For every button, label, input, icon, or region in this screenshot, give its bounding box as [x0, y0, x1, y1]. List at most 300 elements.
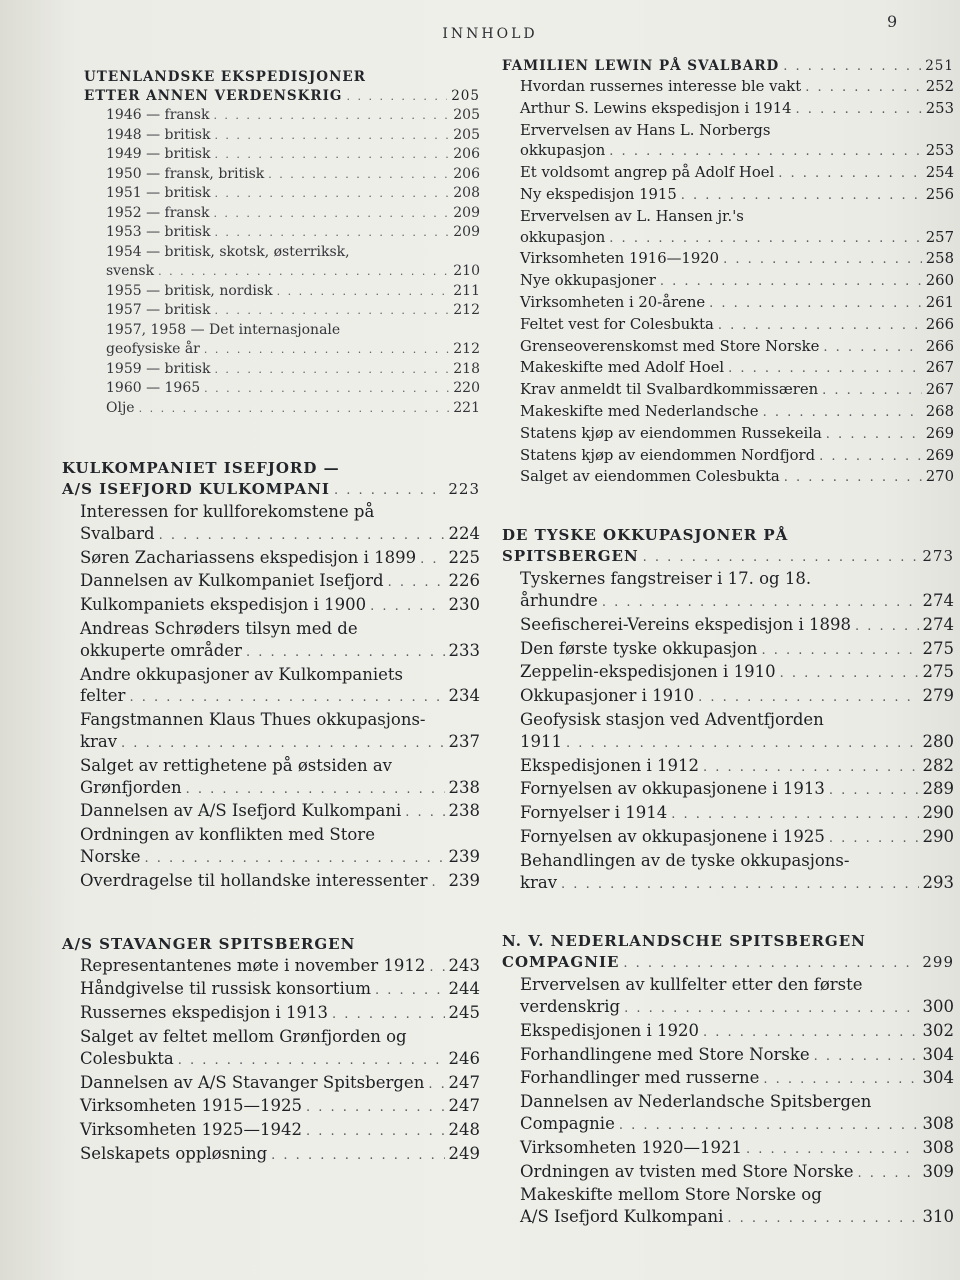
dot-leader [796, 100, 922, 121]
toc-entry [502, 974, 954, 1020]
entry-title: 1955 — britisk, nordisk [106, 282, 273, 299]
dot-leader [746, 1139, 919, 1161]
entry-page-number: 221 [453, 399, 480, 416]
entry-title: Seefischerei-Vereins ekspedisjon i 1898 [520, 614, 851, 634]
entry-line [80, 1048, 480, 1072]
entry-page-number: 238 [448, 801, 480, 821]
toc-entry [62, 106, 480, 126]
entry-line [520, 293, 954, 315]
section-title: COMPAGNIE [502, 953, 620, 972]
dot-leader [158, 262, 449, 282]
entry-page-number: 226 [448, 571, 480, 591]
entry-line [520, 228, 954, 250]
entry-line [520, 590, 954, 614]
section-title: A/S ISEFJORD KULKOMPANI [62, 480, 330, 498]
entry-line [106, 379, 480, 399]
entry-page-number: 245 [448, 1003, 480, 1023]
toc-section [502, 56, 954, 489]
entry-page-number: 220 [453, 380, 480, 396]
entry-page-number: 290 [922, 826, 954, 846]
entry-title: Selskapets oppløsning [80, 1143, 268, 1163]
section-heading-line [62, 479, 480, 501]
entry-line [520, 731, 954, 755]
toc-entry [502, 568, 954, 614]
dot-leader [783, 56, 921, 77]
entry-page-number: 208 [453, 185, 480, 201]
section-gap [502, 489, 954, 525]
entry-title: Makeskifte med Adolf Hoel [520, 359, 725, 377]
entry-line [520, 1113, 954, 1137]
entry-page-number: 252 [925, 78, 954, 95]
entry-title: Norske [80, 846, 141, 866]
entry-title: 1951 — britisk [106, 185, 211, 201]
entry-line [80, 547, 480, 571]
entry-title: 1952 — fransk [106, 204, 210, 221]
entry-title: Arthur S. Lewins ekspedisjon i 1914 [520, 99, 792, 117]
entry-line [520, 99, 954, 121]
section-gap [502, 895, 954, 931]
entry-page-number: 267 [925, 359, 954, 377]
section-heading [502, 931, 954, 974]
dot-leader [780, 663, 919, 685]
entry-page-number: 239 [448, 870, 480, 890]
dot-leader [214, 360, 449, 380]
toc-entry [502, 358, 954, 380]
dot-leader [566, 733, 919, 755]
dot-leader [858, 1163, 919, 1185]
dot-leader [214, 126, 449, 146]
entry-title: Zeppelin-ekspedisjonen i 1910 [520, 662, 776, 682]
entry-title: Russernes ekspedisjon i 1913 [80, 1003, 329, 1023]
entry-title: Ekspedisjonen i 1920 [520, 1020, 699, 1040]
dot-leader [561, 874, 918, 896]
entry-page-number: 308 [922, 1114, 954, 1134]
dot-leader [829, 780, 919, 802]
section-heading-line [62, 934, 480, 955]
entry-page-number: 210 [453, 263, 480, 279]
entry-title: Grenseoverenskomst med Store Norske [520, 337, 820, 355]
toc-entry [62, 800, 480, 824]
toc-entry [502, 638, 954, 662]
toc-entry [502, 850, 954, 896]
toc-entry [502, 402, 954, 424]
entry-line [520, 249, 954, 271]
entry-line [80, 978, 480, 1002]
dot-leader [246, 642, 445, 664]
dot-leader [723, 250, 922, 271]
dot-leader [178, 1050, 445, 1072]
entry-line [80, 685, 480, 709]
section-title: DE TYSKE OKKUPASJONER PÅ [502, 526, 789, 545]
entry-title: Behandlingen av de tyske okkupasjons- [520, 850, 850, 870]
toc-entry [502, 185, 954, 207]
dot-leader [623, 953, 918, 974]
entry-title: Kulkompaniets ekspedisjon i 1900 [80, 595, 367, 615]
entry-page-number: 269 [925, 424, 954, 442]
entry-page-number: 237 [448, 731, 480, 751]
toc-entry [502, 826, 954, 850]
dot-leader [214, 223, 449, 243]
entry-title: Interessen for kullforekomstene på [80, 502, 375, 521]
toc-entry [62, 501, 480, 547]
entry-title: Makeskifte mellom Store Norske og [520, 1185, 822, 1205]
entry-title: geofysiske år [106, 341, 200, 357]
dot-leader [213, 204, 449, 224]
entry-title: 1911 [520, 731, 562, 751]
toc-entry [502, 337, 954, 359]
entry-line [520, 424, 954, 446]
toc-entry [62, 978, 480, 1002]
dot-leader [204, 340, 449, 360]
entry-line [80, 777, 480, 801]
entry-line [520, 802, 954, 826]
entry-title: Et voldsomt angrep på Adolf Hoel [520, 164, 775, 182]
entry-line [520, 402, 954, 424]
toc-right-column [502, 56, 954, 1230]
toc-entry [62, 1026, 480, 1072]
entry-line [80, 955, 480, 979]
dot-leader [214, 301, 449, 321]
entry-page-number: 253 [925, 99, 954, 117]
toc-entry [502, 685, 954, 709]
toc-entry [502, 778, 954, 802]
entry-line [80, 1119, 480, 1143]
dot-leader [703, 757, 919, 779]
entry-page-number: 211 [453, 282, 480, 299]
entry-title: Virksomheten 1925—1942 [80, 1120, 302, 1140]
dot-leader [855, 616, 919, 638]
toc-entry [62, 165, 480, 185]
entry-line [520, 755, 954, 779]
entry-page-number: 293 [922, 872, 954, 892]
dot-leader [805, 78, 922, 99]
entry-title: Søren Zachariassens ekspedisjon i 1899 [80, 547, 417, 567]
section-title: SPITSBERGEN [502, 547, 639, 566]
dot-leader [334, 480, 444, 501]
entry-page-number: 230 [448, 595, 480, 615]
entry-line [80, 1143, 480, 1167]
toc-entry [502, 121, 954, 164]
dot-leader [709, 294, 922, 315]
entry-line [80, 1072, 480, 1096]
dot-leader [405, 802, 444, 824]
toc-entry [62, 547, 480, 571]
entry-page-number: 247 [448, 1096, 480, 1116]
dot-leader [428, 1074, 444, 1096]
entry-title: Statens kjøp av eiendommen Russekeila [520, 424, 822, 442]
toc-entry [502, 1044, 954, 1068]
entry-title: Salget av eiendommen Colesbukta [520, 468, 780, 486]
entry-title: verdenskrig [520, 997, 621, 1017]
toc-entry [502, 271, 954, 293]
entry-line [80, 846, 480, 870]
entry-title: 1953 — britisk [106, 224, 211, 240]
toc-entry [62, 1143, 480, 1167]
entry-page-number: 261 [925, 293, 954, 311]
dot-leader [660, 272, 922, 293]
entry-line [80, 1002, 480, 1026]
toc-entry [502, 614, 954, 638]
entry-line [106, 223, 480, 243]
toc-entry [62, 379, 480, 399]
toc-entry [62, 1072, 480, 1096]
entry-title: Okkupasjoner i 1910 [520, 686, 695, 706]
toc-entry [62, 243, 480, 282]
dot-leader [763, 403, 922, 424]
entry-page-number: 209 [453, 204, 480, 221]
entry-page-number: 209 [453, 224, 480, 240]
dot-leader [306, 1121, 445, 1143]
entry-title: Colesbukta [80, 1048, 174, 1068]
toc-entry [62, 1002, 480, 1026]
entry-page-number: 257 [925, 228, 954, 246]
toc-entry [502, 661, 954, 685]
entry-title: Grønfjorden [80, 777, 182, 797]
entry-line [520, 996, 954, 1020]
toc-entry [62, 870, 480, 894]
entry-page-number: 279 [922, 686, 954, 706]
dot-leader [375, 980, 445, 1002]
toc-entry [502, 1161, 954, 1185]
section-page-number: 251 [925, 58, 954, 74]
dot-leader [271, 1145, 444, 1167]
toc-entry [62, 321, 480, 360]
toc-entry [502, 424, 954, 446]
entry-page-number: 304 [922, 1044, 954, 1064]
dot-leader [823, 338, 921, 359]
section-title: UTENLANDSKE EKSPEDISJONER [84, 69, 366, 85]
dot-leader [431, 872, 444, 894]
dot-leader [121, 733, 444, 755]
entry-title: Olje [106, 399, 135, 416]
dot-leader [268, 165, 449, 185]
entry-title: Dannelsen av Kulkompaniet Isefjord [80, 571, 384, 591]
entry-page-number: 244 [448, 979, 480, 999]
toc-entry [62, 594, 480, 618]
entry-page-number: 254 [925, 164, 954, 182]
dot-leader [778, 164, 922, 185]
entry-page-number: 212 [453, 341, 480, 357]
entry-page-number: 249 [448, 1143, 480, 1163]
toc-entry [502, 1067, 954, 1091]
entry-line [80, 800, 480, 824]
entry-line [106, 126, 480, 146]
entry-page-number: 310 [922, 1207, 954, 1227]
entry-page-number: 238 [448, 777, 480, 797]
entry-line [520, 446, 954, 468]
toc-entry [502, 1091, 954, 1137]
entry-title: felter [80, 686, 126, 706]
dot-leader [332, 1004, 444, 1026]
dot-leader [346, 87, 447, 106]
entry-title: Ervervelsen av L. Hansen jr.'s [520, 207, 744, 225]
entry-line [106, 204, 480, 224]
section-title: ETTER ANNEN VERDENSKRIG [84, 88, 343, 104]
entry-title: Representantenes møte i november 1912 [80, 955, 426, 975]
entry-line [520, 614, 954, 638]
toc-entry [502, 207, 954, 250]
entry-page-number: 275 [922, 638, 954, 658]
dot-leader [784, 468, 922, 489]
dot-leader [728, 359, 922, 380]
toc-entry [62, 204, 480, 224]
toc-entry [502, 755, 954, 779]
entry-title: 1946 — fransk [106, 107, 210, 123]
entry-title: okkuperte områder [80, 640, 242, 660]
entry-line [520, 358, 954, 380]
entry-title: Virksomheten 1915—1925 [80, 1096, 302, 1116]
entry-line [520, 141, 954, 163]
entry-page-number: 302 [922, 1020, 954, 1040]
toc-entry [62, 618, 480, 664]
entry-line [80, 594, 480, 618]
dot-leader [671, 804, 918, 826]
toc-entry [62, 955, 480, 979]
entry-line [520, 467, 954, 489]
toc-entry [62, 755, 480, 801]
entry-title: Andre okkupasjoner av Kulkompaniets [80, 664, 404, 684]
entry-page-number: 274 [922, 590, 954, 610]
toc-entry [62, 360, 480, 380]
toc-entry [62, 126, 480, 146]
dot-leader [681, 186, 922, 207]
entry-page-number: 225 [448, 547, 480, 567]
entry-title: Den første tyske okkupasjon [520, 638, 758, 658]
entry-line [520, 1137, 954, 1161]
entry-page-number: 274 [922, 614, 954, 634]
toc-entry [502, 249, 954, 271]
entry-page-number: 266 [925, 315, 954, 333]
entry-line [520, 638, 954, 662]
entry-page-number: 233 [448, 640, 480, 660]
entry-line [520, 271, 954, 293]
entry-line [106, 340, 480, 360]
dot-leader [429, 957, 444, 979]
dot-leader [718, 316, 922, 337]
entry-title: Ervervelsen av Hans L. Norbergs [520, 121, 771, 139]
entry-line [520, 778, 954, 802]
dot-leader [761, 640, 918, 662]
entry-line [80, 870, 480, 894]
section-heading-line [502, 952, 954, 974]
toc-entry [62, 282, 480, 302]
entry-title: A/S Isefjord Kulkompani [520, 1207, 724, 1227]
section-page-number: 223 [448, 480, 480, 498]
entry-title: 1959 — britisk [106, 360, 211, 377]
entry-title: 1957 — britisk [106, 302, 211, 318]
dot-leader [822, 381, 922, 402]
entry-page-number: 280 [922, 731, 954, 751]
dot-leader [727, 1208, 918, 1230]
entry-line [520, 685, 954, 709]
entry-line [80, 1095, 480, 1119]
entry-line [80, 570, 480, 594]
entry-line [520, 1020, 954, 1044]
toc-entry [62, 824, 480, 870]
entry-title: Krav anmeldt til Svalbardkommissæren [520, 381, 819, 399]
dot-leader [703, 1022, 919, 1044]
entry-title: Virksomheten 1920—1921 [520, 1137, 742, 1157]
dot-leader [619, 1115, 919, 1137]
entry-line [520, 163, 954, 185]
entry-page-number: 282 [922, 755, 954, 775]
toc-entry [62, 570, 480, 594]
toc-entry [502, 315, 954, 337]
section-heading-line [84, 87, 480, 106]
section-page-number: 273 [922, 547, 954, 566]
entry-page-number: 269 [925, 446, 954, 464]
entry-page-number: 224 [448, 523, 480, 543]
entry-title: krav [80, 731, 118, 751]
entry-page-number: 308 [922, 1137, 954, 1157]
toc-section [62, 68, 480, 418]
entry-title: Fangstmannen Klaus Thues okkupasjons- [80, 710, 426, 730]
section-heading [62, 458, 480, 501]
entry-page-number: 239 [448, 846, 480, 866]
toc-entry [62, 399, 480, 419]
entry-line [106, 106, 480, 126]
entry-title: Ordningen av tvisten med Store Norske [520, 1161, 854, 1181]
section-gap [62, 418, 480, 458]
dot-leader [624, 998, 918, 1020]
entry-title: Fornyelser i 1914 [520, 803, 668, 823]
dot-leader [763, 1069, 918, 1091]
toc-entry [62, 145, 480, 165]
entry-line [520, 1161, 954, 1185]
entry-title: Ekspedisjonen i 1912 [520, 755, 699, 775]
entry-title: Forhandlingene med Store Norske [520, 1044, 810, 1064]
entry-line [520, 1067, 954, 1091]
entry-title: Fornyelsen av okkupasjonene i 1913 [520, 779, 825, 799]
entry-page-number: 248 [448, 1120, 480, 1140]
dot-leader [829, 828, 919, 850]
entry-page-number: 309 [922, 1161, 954, 1181]
dot-leader [306, 1097, 445, 1119]
toc-section [62, 934, 480, 1167]
dot-leader [609, 229, 921, 250]
entry-title: okkupasjon [520, 142, 606, 160]
entry-page-number: 206 [453, 165, 480, 182]
entry-page-number: 270 [925, 468, 954, 486]
entry-title: 1949 — britisk [106, 146, 211, 162]
entry-page-number: 218 [453, 360, 480, 377]
entry-title: krav [520, 872, 558, 892]
entry-page-number: 205 [453, 107, 480, 123]
toc-entry [502, 709, 954, 755]
section-page-number: 205 [451, 88, 480, 104]
entry-line [520, 826, 954, 850]
dot-leader [214, 184, 449, 204]
entry-page-number: 212 [453, 302, 480, 318]
dot-leader [819, 447, 922, 468]
toc-entry [502, 1020, 954, 1044]
toc-section [502, 931, 954, 1230]
entry-title: Geofysisk stasjon ved Adventfjorden [520, 709, 824, 729]
entry-title: svensk [106, 263, 155, 279]
entry-title: Håndgivelse til russisk konsortium [80, 979, 371, 999]
entry-title: Salget av feltet mellom Grønfjorden og [80, 1026, 407, 1046]
entry-page-number: 243 [448, 955, 480, 975]
entry-line [520, 661, 954, 685]
dot-leader [420, 549, 444, 571]
running-title: INNHOLD [442, 26, 538, 42]
entry-line [106, 145, 480, 165]
dot-leader [277, 282, 450, 302]
toc-section [502, 525, 954, 895]
entry-page-number: 206 [453, 146, 480, 162]
dot-leader [186, 779, 445, 801]
entry-title: Svalbard [80, 523, 155, 543]
